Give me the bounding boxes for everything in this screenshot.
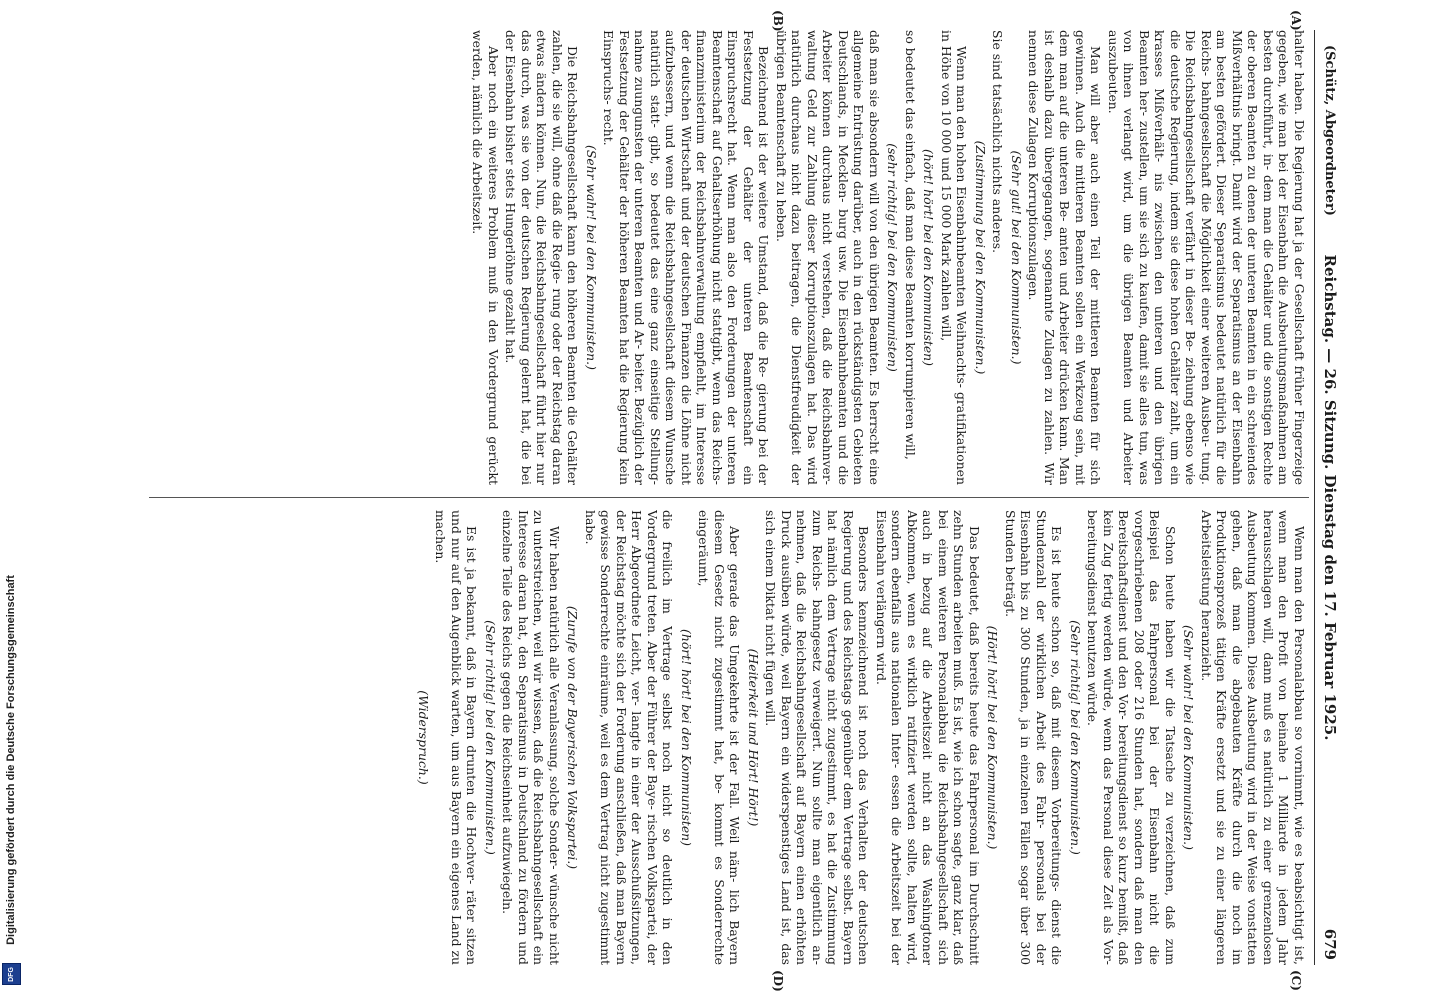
paragraph: Aber gerade das Umgekehrte ist der Fall. Weil näm- lich Bayern diesem Gesetz nicht zugestimmt hat, be- kommt es Sonderrechte eingeräumt,: [696, 510, 743, 965]
header-title: Reichstag. — 26. Sitzung. Dienstag den 17. Februar 1925.: [1321, 254, 1339, 741]
paragraph: Das bedeutet, daß bereits heute das Fahrpersonal im Durchschnitt zehn Stunden arbeiten muß. Es ist, wie ich schon sagte, ganz klar, daß bei einem weiteren Personalabbau die Reichsbahngesellschaft sich auch in bezug auf die Arbeitszeit nicht an das Washingtoner Abkommen, wenn es wirklich ratifiziert werden sollte, halten wird, sondern ebenfalls aus nationalen Inter- essen die Arbeitszeit bei der Eisenbahn verlängern wird.: [874, 510, 982, 965]
interjection: (Sehr richtig! bei den Kommunisten.): [483, 620, 498, 855]
digitization-note: Digitalisierung gefördert durch die Deutsche Forschungsgemeinschaft: [5, 575, 17, 945]
interjection: (Zurufe von der Bayerischen Volkspartei.): [565, 605, 581, 870]
interjection: (sehr richtig! bei den Kommunisten): [885, 143, 901, 372]
paragraph: Es ist ja bekannt, daß in Bayern drunten die Hochver- räter sitzen und nur auf den Augenblick warten, um aus Bayern ein eigenes Land zu machen.: [433, 510, 480, 965]
paragraph: Wenn man den hohen Eisenbahnbeamten Weihnachts- gratifikationen in Höhe von 10 000 und 15 000 Mark zahlen will,: [939, 30, 970, 485]
interjection: (Hört! hört! bei den Kommunisten.): [985, 625, 1001, 850]
interjection: (Sehr richtig! bei den Kommunisten.): [1068, 620, 1083, 855]
paragraph: so bedeutet das einfach, daß man diese Beamten korrumpieren will,: [903, 30, 918, 460]
margin-marker-c: (C): [1289, 970, 1303, 991]
left-column: [127, 30, 1307, 485]
paragraph: Es ist heute schon so, daß mit diesem Vorbereitungs- dienst die Stundenzahl der wirklichen Arbeit des Fahr- personals bei der Eisenbahn bis zu 300 Stunden, ja in einzelnen Fällen sogar über 300 Stunden beträgt.: [1003, 510, 1065, 965]
paragraph: Wir haben natürlich alle Veranlassung, solche Sonder- wünsche nicht zu unterstreichen, weil wir wissen, daß die Reichsbahngesellschaft ein Interesse daran hat, den Separatismus in Deutschland zu fördern und einzelne Teile des Reichs gegen die Reichseinheit aufzuwiegeln.: [500, 510, 562, 965]
interjection: (Sehr wahr! bei den Kommunisten.): [584, 145, 599, 370]
interjection: (Zustimmung bei den Kommunisten.): [973, 140, 988, 375]
dfg-logo-icon: [2, 963, 21, 985]
page-header: [1314, 30, 1345, 965]
paragraph: Schon heute haben wir die Tatsache zu verzeichnen, daß zum Beispiel das Fahrpersonal bei der Eisenbahn nicht die vorgeschriebenen 208 oder 216 Stunden hat, sondern daß man den Bereitschaftsdienst und den Vor- bereitungsdienst so kurz bemißt, daß kein Zug fertig werden würde, wenn das Personal diese Zeit als Vor- bereitungsdienst benutzen würde.: [1085, 510, 1178, 965]
interjection: (Sehr gut! bei den Kommunisten.): [1009, 150, 1024, 365]
paragraph: die freilich im Vertrage selbst noch nicht so deutlich in den Vordergrund treten. Aber der Führer der Baye- rischen Volkspartei, der Herr Abgeordnete Leicht, ver- langte in einer der Ausschußsitzungen, der Reichstag möchte sich der Forderung anschließen, daß man Bayern gewisse Sonderrechte einräume, weil es dem Vertrag nicht zugestimmt habe.: [583, 510, 676, 965]
margin-marker-b: (B): [771, 10, 785, 32]
margin-marker-a: (A): [1289, 10, 1303, 31]
interjection: (Heiterkeit und Hört! Hört!): [746, 648, 761, 827]
paragraph: Sie sind tatsächlich nichts anderes.: [990, 30, 1006, 254]
interjection: (Sehr wahr! bei den Kommunisten.): [1181, 625, 1197, 850]
interjection: (hört! hört! bei den Kommunisten): [679, 629, 694, 846]
right-column: [127, 510, 1307, 965]
header-speaker: (Schütz, Abgeordneter): [1322, 45, 1337, 216]
paragraph: halter haben. Die Regierung hat ja der Gesellschaft früher Fingerzeige gegeben, wie man bei der Eisenbahn die Ausbeutungsmaßnahmen am besten durchführt, in- dem man die Gehälter und die sonstigen Rechte der oberen Beamten zu denen der unteren Beamten in ein schreiendes Mißverhältnis bringt. Damit wird der Separatismus an der Eisenbahn am besten gefördert. Dieser Separatismus bedeutet natürlich für die Reichs- bahngesellschaft die Möglichkeit einer weiteren Ausbeu- tung. Die Reichsbahngesellschaft verfährt in dieser Be- ziehung ebenso wie die deutsche Regierung, indem sie diese hohen Gehälter zahlt, um ein krasses Mißverhält- nis zwischen den unteren und den übrigen Beamten her- zustellen, um sie sich zu kaufen, damit sie alles tun, was von ihnen verlangt wird, um die übrigen Beamten und Arbeiter auszubeuten.: [1106, 30, 1307, 485]
paragraph: daß man sie absondern will von den übrigen Beamten. Es herrscht eine allgemeine Entrüstung darüber, auch in den rückständigsten Gebieten Deutschlands, in Mecklen- burg usw. Die Eisenbahnbeamten und die Arbeiter können durchaus nicht verstehen, daß die Reichsbahnver- waltung Geld zur Zahlung dieser Korruptionszulagen hat. Das wird natürlich durchaus nicht dazu beitragen, die Dienstfreudigkeit der übrigen Beamtenschaft zu heben.: [774, 30, 882, 485]
dfg-logo-text: DFG: [8, 966, 15, 982]
paragraph: Man will aber auch einen Teil der mittleren Beamten für sich gewinnen. Auch die mittleren Beamten sollen ein Werkzeug sein, mit dem man auf die unteren Be- amten und Arbeiter drücken kann. Man ist deshalb dazu übergegangen, sogenannte Zulagen zu zahlen. Wir nennen diese Zulagen Korruptionszulagen.: [1026, 30, 1104, 485]
scanned-page: [125, 10, 1345, 992]
paragraph: Die Reichsbahngesellschaft kann den höheren Beamten die Gehälter zahlen, die sie will, ohne daß die Regie- rung oder der Reichstag daran etwas ändern können. Nun, die Reichsbahngesellschaft führt hier nur das durch, was sie von der deutschen Regierung gelernt hat, die bei der Eisenbahn bisher stets Hungerlöhne gezahlt hat.: [503, 30, 581, 485]
rotated-page-content: [125, 10, 1345, 992]
sidebar: [0, 0, 22, 1000]
interjection: (hört! hört! bei den Kommunisten): [921, 149, 937, 366]
paragraph: Wenn man den Personalabbau so vornimmt, wie es beabsichtigt ist, wenn man den Profit von beinahe 1 Milliarde in jedem Jahr herausschlagen will, dann muß es natürlich zu einer grenzenlosen Ausbeutung kommen. Diese Ausbeutung wird in der Weise vonstatten gehen, daß man die abgebauten Kräfte durch die noch im Produktionsprozeß tätigen Kräfte ersetzt und sie zu einer längeren Arbeitsleistung heranzieht.: [1199, 510, 1307, 965]
margin-marker-d: (D): [771, 970, 785, 992]
paragraph: Bezeichnend ist der weitere Umstand, daß die Re- gierung bei der Festsetzung der Gehälter der unteren Beamtenschaft ein Einspruchsrecht hat. Wenn man also den Forderungen der unteren Beamtenschaft auf Gehaltserhöhung nicht stattgibt, wenn das Reichs- finanzministerium der Reichsbahnverwaltung empfiehlt, im Interesse der deutschen Wirtschaft und der deutschen Finanzen die Löhne nicht aufzubessern, und wenn die Reichsbahngesellschaft diesem Wunsche natürlich statt- gibt, so bedeutet das eine ganz einseitige Stellung- nahme zuungunsten der unteren Beamten und Ar- beiter. Bezüglich der Festsetzung der Gehälter der höheren Beamten hat die Regierung kein Einspruchs- recht.: [601, 30, 772, 485]
page-number: 679: [1321, 928, 1339, 960]
paragraph: Besonders kennzeichnend ist noch das Verhalten der deutschen Regierung und des Reichstags gegenüber dem Vertrage selbst. Bayern hat nämlich dem Vertrage nicht zugestimmt, es hat die Zustimmung zum Reichs- bahngesetz verweigert. Nun sollte man eigentlich an- nehmen, daß die Reichsbahngesellschaft auf Bayern einen erhöhten Druck ausüben würde, weil Bayern ein widerspenstiges Land ist, das sich einem Diktat nicht fügen will.: [763, 510, 872, 965]
interjection: (Widerspruch.): [416, 690, 431, 785]
column-divider: [149, 497, 1309, 498]
paragraph: Aber noch ein weiteres Problem muß in den Vordergrund gerückt werden, nämlich die Arbeitszeit.: [470, 30, 501, 485]
